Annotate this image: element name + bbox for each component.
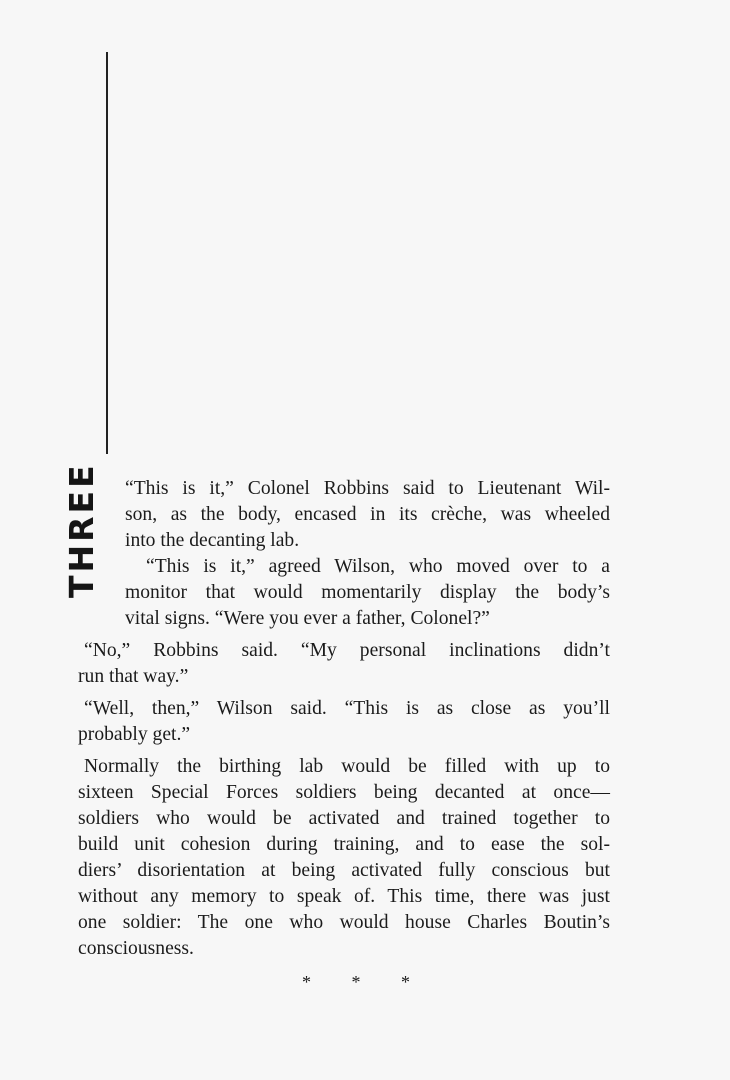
- paragraph-3: [78, 638, 610, 690]
- text-line: run that way.”: [78, 666, 189, 687]
- paragraph-1: [78, 476, 610, 554]
- text-line: son, as the body, encased in its crèche, was wheeled: [125, 504, 610, 525]
- text-line: soldiers who would be activated and trained together to: [78, 808, 610, 829]
- paragraph-4: [78, 696, 610, 748]
- text-line: “No,” Robbins said. “My personal inclinations didn’t: [84, 640, 610, 661]
- text-line: vital signs. “Were you ever a father, Colonel?”: [125, 608, 490, 629]
- text-line: Normally the birthing lab would be filled with up to: [84, 756, 610, 777]
- text-line: probably get.”: [78, 724, 191, 745]
- text-line: “This is it,” agreed Wilson, who moved over to a: [146, 556, 610, 577]
- text-line: into the decanting lab.: [125, 530, 300, 551]
- paragraph-2: [78, 554, 610, 632]
- chapter-title: THREE: [62, 462, 101, 598]
- text-line: without any memory to speak of. This time, there was just: [78, 886, 610, 907]
- text-line: sixteen Special Forces soldiers being decanted at once—: [78, 782, 610, 803]
- text-line: “Well, then,” Wilson said. “This is as close as you’ll: [84, 698, 610, 719]
- text-line: monitor that would momentarily display the body’s: [125, 582, 610, 603]
- scene-break: * * *: [302, 972, 428, 992]
- chapter-rule: [106, 52, 108, 454]
- paragraph-5: [78, 754, 610, 962]
- text-line: build unit cohesion during training, and to ease the sol-: [78, 834, 610, 855]
- chapter-body: [78, 476, 610, 962]
- text-line: “This is it,” Colonel Robbins said to Lieutenant Wil-: [125, 478, 610, 499]
- text-line: consciousness.: [78, 938, 194, 959]
- text-line: one soldier: The one who would house Charles Boutin’s: [78, 912, 610, 933]
- text-line: diers’ disorientation at being activated fully conscious but: [78, 860, 610, 881]
